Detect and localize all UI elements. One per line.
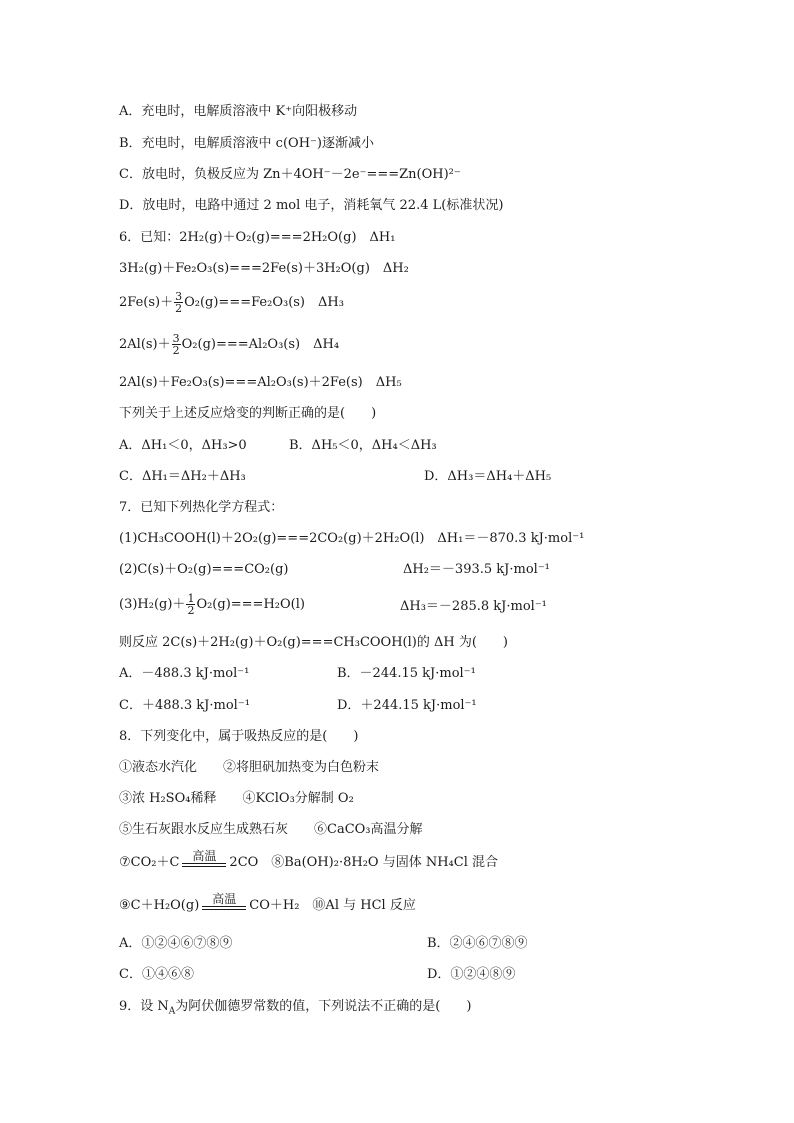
q7-equation-2-enthalpy: ΔH₂＝－393.5 kJ·mol⁻¹ [403,562,550,577]
q8-row5-left: ⑨C＋H₂O(g) [119,898,200,913]
q7-equation-1: (1)CH₃COOH(l)＋2O₂(g)===2CO₂(g)＋2H₂O(l) ΔH₁＝－870.3 kJ·mol⁻¹ [119,531,585,546]
q8-items-row-3: ⑤生石灰跟水反应生成熟石灰 ⑥CaCO₃高温分解 [119,822,423,837]
q7-equation-3-enthalpy: ΔH₃＝－285.8 kJ·mol⁻¹ [400,599,547,614]
q6-equation-4 [119,333,339,356]
q7-option-b: B．－244.15 kJ·mol⁻¹ [337,666,476,681]
q8-items-row-2: ③浓 H₂SO₄稀释 ④KClO₃分解制 O₂ [119,791,354,806]
q7-option-a: A．－488.3 kJ·mol⁻¹ [119,666,250,681]
q5-option-c: C．放电时，负极反应为 Zn＋4OH⁻－2e⁻===Zn(OH)²⁻ [119,167,461,182]
q6-option-c: C．ΔH₁＝ΔH₂＋ΔH₃ [119,469,246,484]
q6-equation-3 [119,291,344,314]
q5-option-a: A．充电时，电解质溶液中 K⁺向阳极移动 [119,104,358,119]
fraction: $\frac{3}{2}$ [175,290,183,315]
fraction: $\frac{3}{2}$ [172,332,180,357]
q6-eq4-left: 2Al(s)＋ [119,337,171,352]
q8-option-d: D．①②④⑧⑨ [427,967,516,982]
fraction: $\frac{1}{2}$ [187,592,195,617]
q8-items-row-5 [119,893,416,918]
q6-eq4-right: O₂(g)===Al₂O₃(s) ΔH₄ [181,337,340,352]
q8-row4-left: ⑦CO₂＋C [119,855,180,870]
q7-stem: 7．已知下列热化学方程式： [119,500,284,515]
q6-equation-2: 3H₂(g)＋Fe₂O₃(s)===2Fe(s)＋3H₂O(g) ΔH₂ [119,261,409,276]
q5-option-b: B．充电时，电解质溶液中 c(OH⁻)逐渐减小 [119,136,374,151]
q8-stem: 8．下列变化中，属于吸热反应的是( ) [119,729,359,744]
q6-stem: 6．已知：2H₂(g)＋O₂(g)===2H₂O(g) ΔH₁ [119,230,396,245]
q7-question: 则反应 2C(s)＋2H₂(g)＋O₂(g)===CH₃COOH(l)的 ΔH 为( ) [119,635,508,650]
q7-option-d: D．＋244.15 kJ·mol⁻¹ [337,698,477,713]
q7-equation-2: (2)C(s)＋O₂(g)===CO₂(g) [119,562,289,577]
q6-eq3-left: 2Fe(s)＋ [119,295,174,310]
q6-option-a: A．ΔH₁＜0，ΔH₃>0 [119,438,247,453]
q7-option-c: C．＋488.3 kJ·mol⁻¹ [119,698,250,713]
q6-question: 下列关于上述反应焓变的判断正确的是( ) [119,406,377,421]
q8-option-c: C．①④⑥⑧ [119,967,194,982]
q8-option-a: A．①②④⑥⑦⑧⑨ [119,936,233,951]
q6-option-d: D．ΔH₃＝ΔH₄＋ΔH₅ [424,469,552,484]
q8-row5-right: CO＋H₂ ⑩Al 与 HCl 反应 [249,898,416,913]
q6-equation-5: 2Al(s)＋Fe₂O₃(s)===Al₂O₃(s)＋2Fe(s) ΔH₅ [119,375,402,390]
q7-eq3-left: (3)H₂(g)＋ [119,597,186,612]
q6-option-b: B．ΔH₅＜0，ΔH₄＜ΔH₃ [289,438,437,453]
q8-items-row-4 [119,850,498,875]
q8-option-b: B．②④⑥⑦⑧⑨ [427,936,528,951]
q9-stem: 9．设 $N_A$为阿伏伽德罗常数的值，下列说法不正确的是( ) [119,999,472,1017]
reaction-condition: 高温 [182,850,226,875]
q6-eq3-right: O₂(g)===Fe₂O₃(s) ΔH₃ [184,295,344,310]
reaction-condition: 高温 [202,893,246,918]
q5-option-d: D．放电时，电路中通过 2 mol 电子，消耗氧气 22.4 L(标准状况) [119,198,504,213]
q8-row4-right: 2CO ⑧Ba(OH)₂·8H₂O 与固体 NH₄Cl 混合 [229,855,498,870]
q8-items-row-1: ①液态水汽化 ②将胆矾加热变为白色粉末 [119,760,380,775]
q7-equation-3 [119,593,305,616]
q7-eq3-mid: O₂(g)===H₂O(l) [196,597,305,612]
